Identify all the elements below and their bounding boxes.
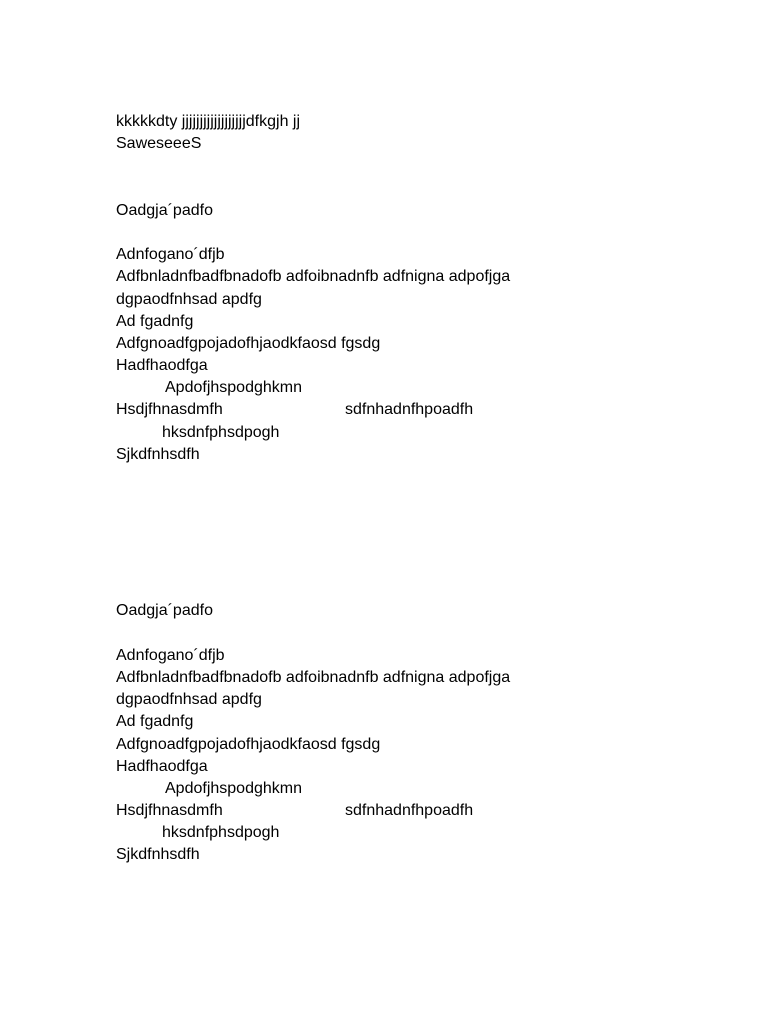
block-line: Hsdjfhnasdmfh: [116, 802, 223, 819]
block-heading: Oadgja´padfo: [116, 602, 213, 619]
block-line: Sjkdfnhsdfh: [116, 846, 200, 863]
block-line-indented: Apdofjhspodghkmn: [165, 379, 302, 396]
block-line-tabbed-column: sdfnhadnfhpoadfh: [345, 401, 474, 418]
block-line-indented: hksdnfphsdpogh: [162, 824, 280, 841]
block-line: Adfbnladnfbadfbnadofb adfoibnadnfb adfnigna adpofjga: [116, 669, 511, 686]
block-line-indented: hksdnfphsdpogh: [162, 424, 280, 441]
block-subheading: Adnfogano´dfjb: [116, 647, 225, 664]
block-line: Adfgnoadfgpojadofhjaodkfaosd fgsdg: [116, 736, 381, 753]
block-line: Ad fgadnfg: [116, 713, 194, 730]
block-line: Hsdjfhnasdmfh: [116, 401, 223, 418]
block-line: dgpaodfnhsad apdfg: [116, 691, 262, 708]
block-line-tabbed-column: sdfnhadnfhpoadfh: [345, 802, 474, 819]
header-line-1: kkkkkdty jjjjjjjjjjjjjjjjjjdfkgjh jj: [116, 113, 301, 130]
block-line-indented: Apdofjhspodghkmn: [165, 780, 302, 797]
block-line: Sjkdfnhsdfh: [116, 446, 200, 463]
block-line: Adfbnladnfbadfbnadofb adfoibnadnfb adfnigna adpofjga: [116, 268, 511, 285]
header-line-2: SaweseeeS: [116, 135, 202, 152]
block-subheading: Adnfogano´dfjb: [116, 246, 225, 263]
block-line: Adfgnoadfgpojadofhjaodkfaosd fgsdg: [116, 335, 381, 352]
block-line: Hadfhaodfga: [116, 357, 208, 374]
block-line: dgpaodfnhsad apdfg: [116, 291, 262, 308]
block-line: Ad fgadnfg: [116, 313, 194, 330]
block-heading: Oadgja´padfo: [116, 202, 213, 219]
block-line: Hadfhaodfga: [116, 758, 208, 775]
